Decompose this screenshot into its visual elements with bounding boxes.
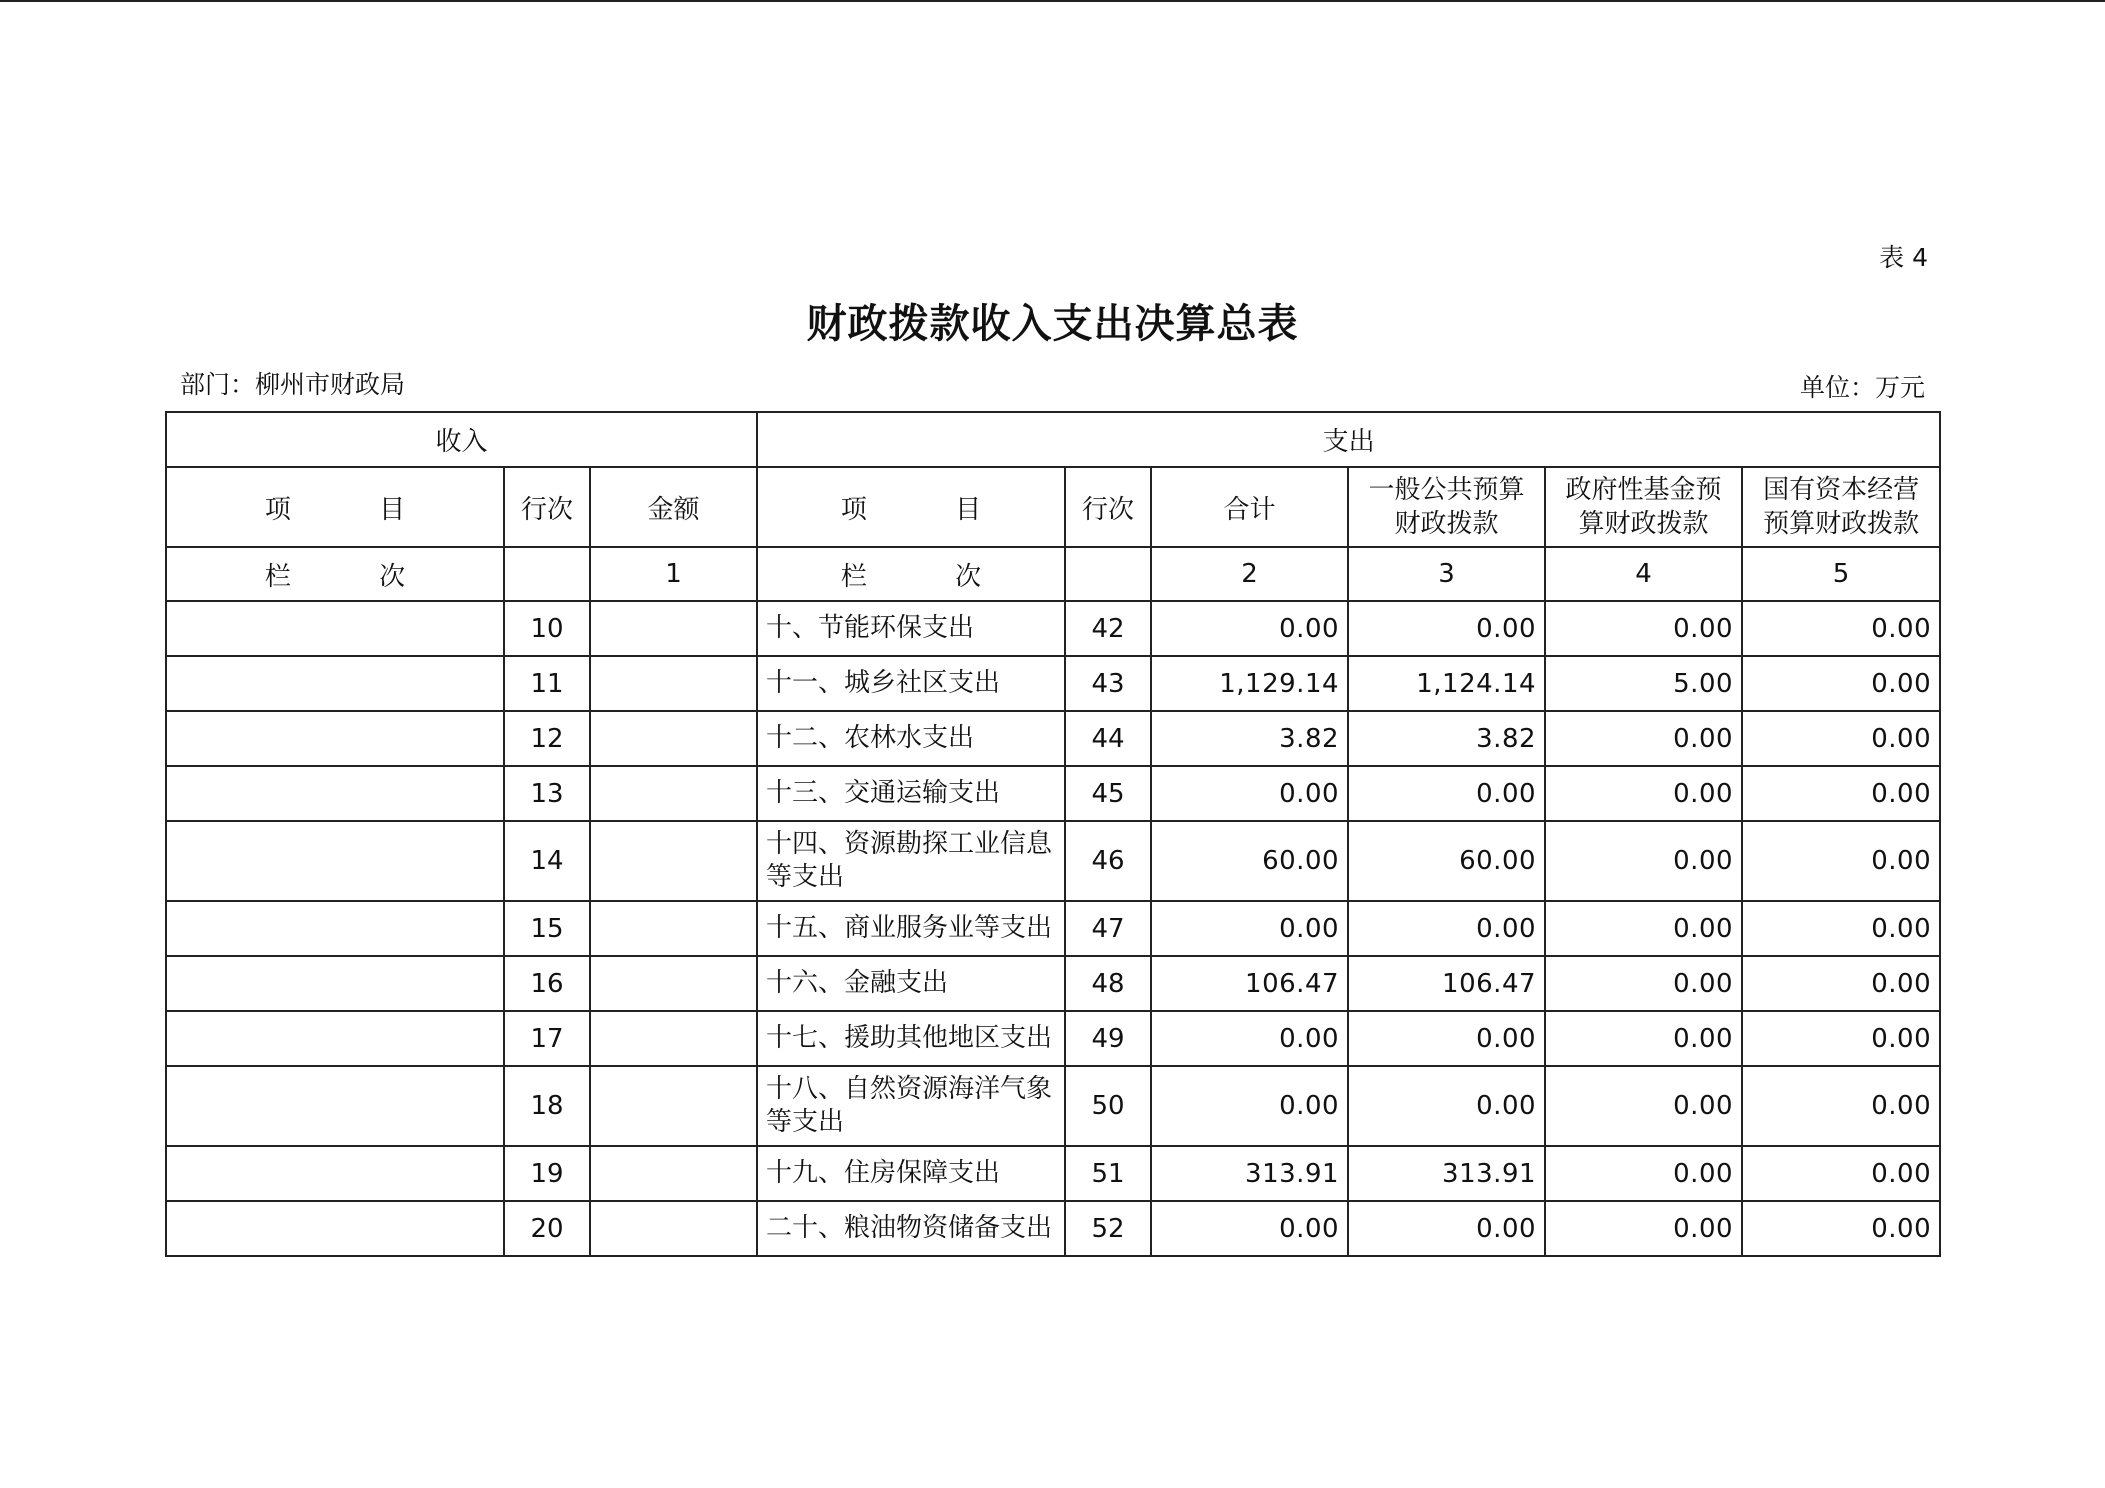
- state-capital-cell: 0.00: [1742, 711, 1940, 766]
- expense-row-cell: 48: [1065, 956, 1151, 1011]
- total-cell: 1,129.14: [1151, 656, 1348, 711]
- state-capital-index: 5: [1742, 547, 1940, 601]
- income-item-cell: [166, 656, 504, 711]
- general-budget-cell: 0.00: [1348, 901, 1545, 956]
- fund-budget-cell: 0.00: [1545, 1066, 1742, 1146]
- expense-row-cell: 47: [1065, 901, 1151, 956]
- state-capital-cell: 0.00: [1742, 656, 1940, 711]
- fund-budget-cell: 0.00: [1545, 1146, 1742, 1201]
- fund-budget-cell: 0.00: [1545, 601, 1742, 656]
- income-index-label: 栏 次: [166, 547, 504, 601]
- income-row-cell: 14: [504, 821, 590, 901]
- expense-row-index: [1065, 547, 1151, 601]
- general-budget-cell: 0.00: [1348, 1066, 1545, 1146]
- income-item-cell: [166, 601, 504, 656]
- fund-budget-cell: 0.00: [1545, 821, 1742, 901]
- table-row: [166, 601, 1940, 656]
- table-row: [166, 901, 1940, 956]
- income-item-cell: [166, 821, 504, 901]
- expense-item-cell: 十七、援助其他地区支出: [757, 1011, 1065, 1066]
- budget-summary-table: [165, 411, 1941, 1257]
- general-budget-cell: 3.82: [1348, 711, 1545, 766]
- general-budget-cell: 106.47: [1348, 956, 1545, 1011]
- income-row-header: 行次: [504, 467, 590, 547]
- income-item-cell: [166, 1011, 504, 1066]
- total-header: 合计: [1151, 467, 1348, 547]
- total-cell: 0.00: [1151, 901, 1348, 956]
- general-budget-cell: 0.00: [1348, 766, 1545, 821]
- table-row: [166, 656, 1940, 711]
- income-amount-index: 1: [590, 547, 757, 601]
- income-row-cell: 19: [504, 1146, 590, 1201]
- fund-budget-index: 4: [1545, 547, 1742, 601]
- unit-label: 单位：万元: [1799, 373, 1925, 402]
- total-cell: 106.47: [1151, 956, 1348, 1011]
- total-cell: 0.00: [1151, 1011, 1348, 1066]
- table-row: [166, 711, 1940, 766]
- income-row-index: [504, 547, 590, 601]
- expense-item-cell: 十八、自然资源海洋气象等支出: [757, 1066, 1065, 1146]
- expense-item-cell: 十、节能环保支出: [757, 601, 1065, 656]
- fund-budget-cell: 5.00: [1545, 656, 1742, 711]
- general-budget-cell: 0.00: [1348, 601, 1545, 656]
- income-row-cell: 13: [504, 766, 590, 821]
- expense-item-header: 项 目: [757, 467, 1065, 547]
- expense-row-header: 行次: [1065, 467, 1151, 547]
- general-budget-cell: 0.00: [1348, 1011, 1545, 1066]
- fund-budget-header: 政府性基金预算财政拨款: [1545, 467, 1742, 547]
- group-header-row: [166, 412, 1940, 467]
- income-row-cell: 12: [504, 711, 590, 766]
- total-cell: 0.00: [1151, 601, 1348, 656]
- state-capital-header: 国有资本经营预算财政拨款: [1742, 467, 1940, 547]
- expense-row-cell: 46: [1065, 821, 1151, 901]
- income-amount-cell: [590, 766, 757, 821]
- income-amount-cell: [590, 1011, 757, 1066]
- income-item-cell: [166, 711, 504, 766]
- expense-row-cell: 51: [1065, 1146, 1151, 1201]
- income-amount-cell: [590, 1146, 757, 1201]
- general-budget-cell: 60.00: [1348, 821, 1545, 901]
- state-capital-cell: 0.00: [1742, 1011, 1940, 1066]
- fund-budget-cell: 0.00: [1545, 1201, 1742, 1256]
- income-row-cell: 10: [504, 601, 590, 656]
- expense-item-cell: 十五、商业服务业等支出: [757, 901, 1065, 956]
- fund-budget-cell: 0.00: [1545, 1011, 1742, 1066]
- income-row-cell: 18: [504, 1066, 590, 1146]
- total-cell: 313.91: [1151, 1146, 1348, 1201]
- table-row: [166, 1066, 1940, 1146]
- fund-budget-cell: 0.00: [1545, 901, 1742, 956]
- top-border-line: [0, 0, 2105, 2]
- expense-row-cell: 49: [1065, 1011, 1151, 1066]
- state-capital-cell: 0.00: [1742, 1201, 1940, 1256]
- expense-row-cell: 45: [1065, 766, 1151, 821]
- table-row: [166, 1201, 1940, 1256]
- income-item-header: 项 目: [166, 467, 504, 547]
- total-cell: 3.82: [1151, 711, 1348, 766]
- expense-row-cell: 44: [1065, 711, 1151, 766]
- table-row: [166, 766, 1940, 821]
- income-amount-cell: [590, 1066, 757, 1146]
- income-amount-cell: [590, 956, 757, 1011]
- fund-budget-cell: 0.00: [1545, 711, 1742, 766]
- state-capital-cell: 0.00: [1742, 1066, 1940, 1146]
- income-item-cell: [166, 1146, 504, 1201]
- state-capital-cell: 0.00: [1742, 1146, 1940, 1201]
- department-label: 部门：柳州市财政局: [180, 370, 406, 399]
- income-amount-header: 金额: [590, 467, 757, 547]
- table-row: [166, 821, 1940, 901]
- expense-item-cell: 十一、城乡社区支出: [757, 656, 1065, 711]
- income-item-cell: [166, 956, 504, 1011]
- table-row: [166, 1146, 1940, 1201]
- income-group-header: 收入: [166, 412, 757, 467]
- income-item-cell: [166, 901, 504, 956]
- fund-budget-cell: 0.00: [1545, 956, 1742, 1011]
- expense-row-cell: 50: [1065, 1066, 1151, 1146]
- income-row-cell: 17: [504, 1011, 590, 1066]
- fund-budget-cell: 0.00: [1545, 766, 1742, 821]
- expense-item-cell: 十二、农林水支出: [757, 711, 1065, 766]
- state-capital-cell: 0.00: [1742, 601, 1940, 656]
- general-budget-index: 3: [1348, 547, 1545, 601]
- income-item-cell: [166, 1201, 504, 1256]
- state-capital-cell: 0.00: [1742, 901, 1940, 956]
- total-cell: 0.00: [1151, 766, 1348, 821]
- general-budget-cell: 1,124.14: [1348, 656, 1545, 711]
- column-header-row: [166, 467, 1940, 547]
- expense-item-cell: 十六、金融支出: [757, 956, 1065, 1011]
- income-row-cell: 16: [504, 956, 590, 1011]
- general-budget-cell: 313.91: [1348, 1146, 1545, 1201]
- income-row-cell: 11: [504, 656, 590, 711]
- income-amount-cell: [590, 711, 757, 766]
- expense-item-cell: 十四、资源勘探工业信息等支出: [757, 821, 1065, 901]
- income-amount-cell: [590, 656, 757, 711]
- total-cell: 0.00: [1151, 1066, 1348, 1146]
- expense-row-cell: 42: [1065, 601, 1151, 656]
- income-amount-cell: [590, 901, 757, 956]
- expense-item-cell: 二十、粮油物资储备支出: [757, 1201, 1065, 1256]
- general-budget-cell: 0.00: [1348, 1201, 1545, 1256]
- expense-group-header: 支出: [757, 412, 1940, 467]
- expense-index-label: 栏 次: [757, 547, 1065, 601]
- state-capital-cell: 0.00: [1742, 821, 1940, 901]
- table-number: 表 4: [1879, 243, 1928, 272]
- total-index: 2: [1151, 547, 1348, 601]
- expense-item-cell: 十九、住房保障支出: [757, 1146, 1065, 1201]
- table-row: [166, 1011, 1940, 1066]
- income-item-cell: [166, 1066, 504, 1146]
- column-index-row: [166, 547, 1940, 601]
- income-amount-cell: [590, 821, 757, 901]
- income-amount-cell: [590, 1201, 757, 1256]
- general-budget-header: 一般公共预算财政拨款: [1348, 467, 1545, 547]
- income-row-cell: 15: [504, 901, 590, 956]
- state-capital-cell: 0.00: [1742, 766, 1940, 821]
- income-row-cell: 20: [504, 1201, 590, 1256]
- expense-row-cell: 43: [1065, 656, 1151, 711]
- total-cell: 0.00: [1151, 1201, 1348, 1256]
- page-title: 财政拨款收入支出决算总表: [806, 301, 1299, 347]
- income-item-cell: [166, 766, 504, 821]
- total-cell: 60.00: [1151, 821, 1348, 901]
- state-capital-cell: 0.00: [1742, 956, 1940, 1011]
- table-row: [166, 956, 1940, 1011]
- expense-row-cell: 52: [1065, 1201, 1151, 1256]
- expense-item-cell: 十三、交通运输支出: [757, 766, 1065, 821]
- income-amount-cell: [590, 601, 757, 656]
